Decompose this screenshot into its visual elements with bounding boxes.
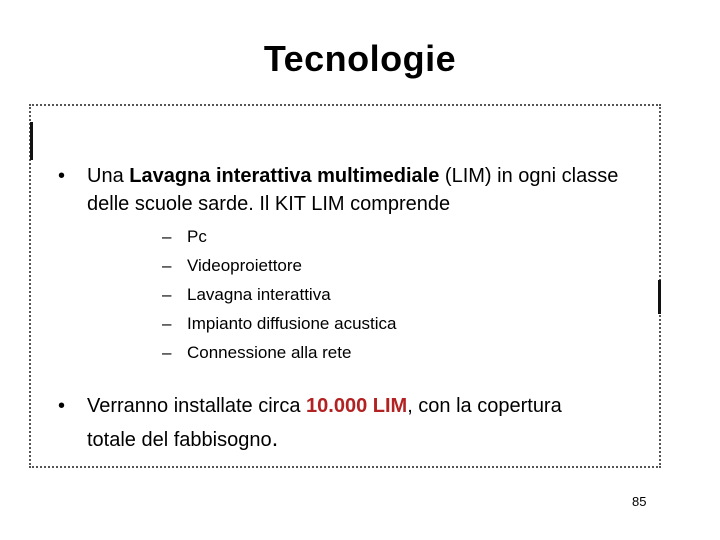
dash-marker: – xyxy=(162,314,172,333)
kit-item-label: Connessione alla rete xyxy=(187,343,352,362)
kit-item xyxy=(162,338,396,367)
dash-marker: – xyxy=(162,285,172,304)
bullet-text-line2: totale del fabbisogno xyxy=(87,429,272,451)
bullet-text-suffix: , con la copertura xyxy=(407,395,562,417)
dash-marker: – xyxy=(162,343,172,362)
kit-item-label: Lavagna interattiva xyxy=(187,285,331,304)
kit-item-label: Impianto diffusione acustica xyxy=(187,314,397,333)
bullet-lim-classroom xyxy=(58,162,658,218)
bullet-text-suffix: (LIM) in ogni classe delle scuole sarde. Il KIT LIM comprende xyxy=(87,165,619,215)
bullet-text-period: . xyxy=(271,425,279,452)
left-edge-mark xyxy=(30,122,33,160)
bullet-marker: • xyxy=(58,165,66,187)
bullet-text-prefix: Una xyxy=(87,165,130,187)
kit-items-list xyxy=(162,222,396,367)
dash-marker: – xyxy=(162,227,172,246)
right-edge-mark xyxy=(658,280,661,314)
kit-item xyxy=(162,309,396,338)
slide-title: Tecnologie xyxy=(263,38,457,79)
page-number: 85 xyxy=(632,494,647,509)
bullet-text-bold: Lavagna interattiva multimediale xyxy=(129,165,440,187)
kit-item xyxy=(162,222,396,251)
dash-marker: – xyxy=(162,256,172,275)
bullet-marker: • xyxy=(58,395,66,417)
kit-item-label: Videoproiettore xyxy=(187,256,302,275)
bullet-text xyxy=(87,162,658,218)
kit-item xyxy=(162,280,396,309)
bullet-lim-installation xyxy=(58,392,668,460)
kit-item xyxy=(162,251,396,280)
bullet-text xyxy=(87,392,668,460)
bullet-text-prefix: Verranno installate circa xyxy=(87,395,307,417)
kit-item-label: Pc xyxy=(187,227,207,246)
lim-count-highlight: 10.000 LIM xyxy=(306,395,408,417)
